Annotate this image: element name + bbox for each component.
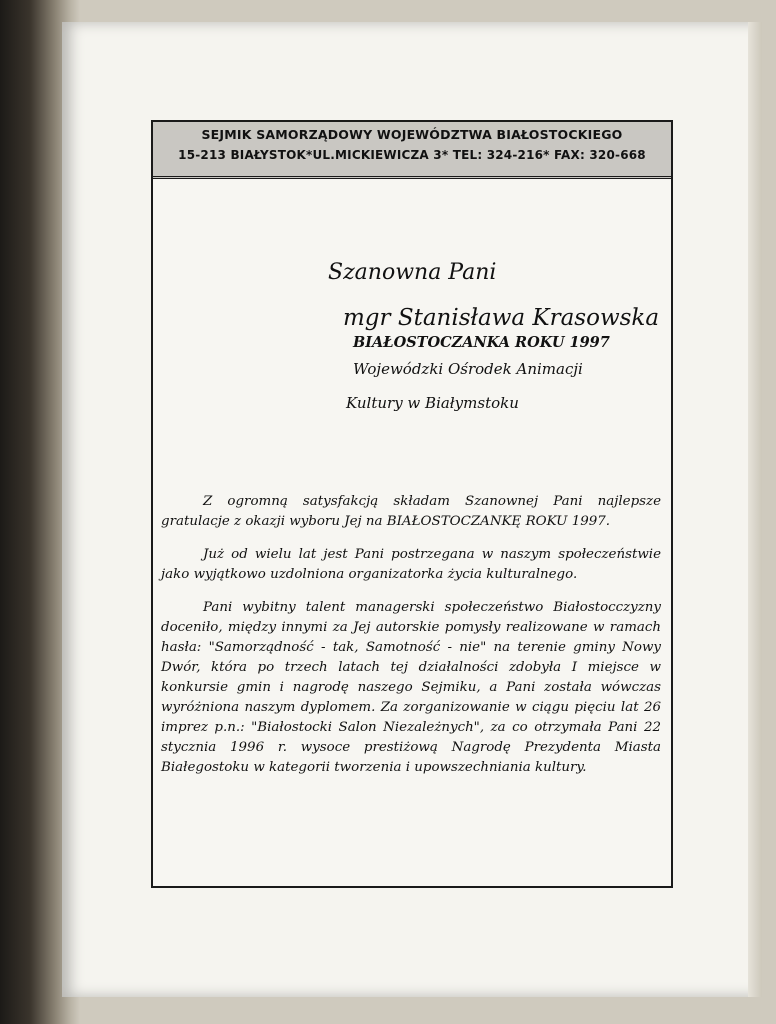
paragraph-3: Pani wybitny talent managerski społeczeństwo Białostocczyzny doceniło, między innymi za Jej autorskie pomysły realizowane w ramach hasła: "Samorządność - tak, Samotność - nie" na terenie gminy Nowy Dwór, która po trzech latach tej działalności zdobyła I miejsce w konkursie gmin i nagrodę naszego Sejmiku, a Pani została wówczas wyróżniona naszym dyplomem. Za zorganizowanie w ciągu pięciu lat 26 imprez p.n.: "Białostocki Salon Niezależnych", za co otrzymała Pani 22 stycznia 1996 r. wysoce prestiżową Nagrodę Prezydenta Miasta Białegostoku w kategorii tworzenia i upowszechniania kultury. [161, 600, 661, 775]
recipient-org-line1: Wojewódzki Ośrodek Animacji [353, 360, 583, 378]
salutation: Szanowna Pani [328, 260, 497, 285]
recipient-org-line2: Kultury w Białymstoku [346, 394, 519, 412]
letterhead-address: 15-213 BIAŁYSTOK*UL.MICKIEWICZA 3* TEL: 324-216* FAX: 320-668 [178, 148, 646, 162]
paragraph-1: Z ogromną satysfakcją składam Szanownej Pani najlepsze gratulacje z okazji wyboru Jej na BIAŁOSTOCZANKĘ ROKU 1997. [161, 494, 661, 529]
page-edge [748, 22, 762, 997]
recipient-title: BIAŁOSTOCZANKA ROKU 1997 [353, 334, 610, 351]
paragraph-2: Już od wielu lat jest Pani postrzegana w naszym społeczeństwie jako wyjątkowo uzdolniona organizatorka życia kulturalnego. [161, 547, 661, 582]
recipient-name: mgr Stanisława Krasowska [343, 305, 660, 331]
letterhead-institution: SEJMIK SAMORZĄDOWY WOJEWÓDZTWA BIAŁOSTOCKIEGO [201, 127, 623, 142]
letter-document [151, 120, 673, 888]
letterhead [153, 122, 671, 179]
letter-body [161, 492, 661, 791]
